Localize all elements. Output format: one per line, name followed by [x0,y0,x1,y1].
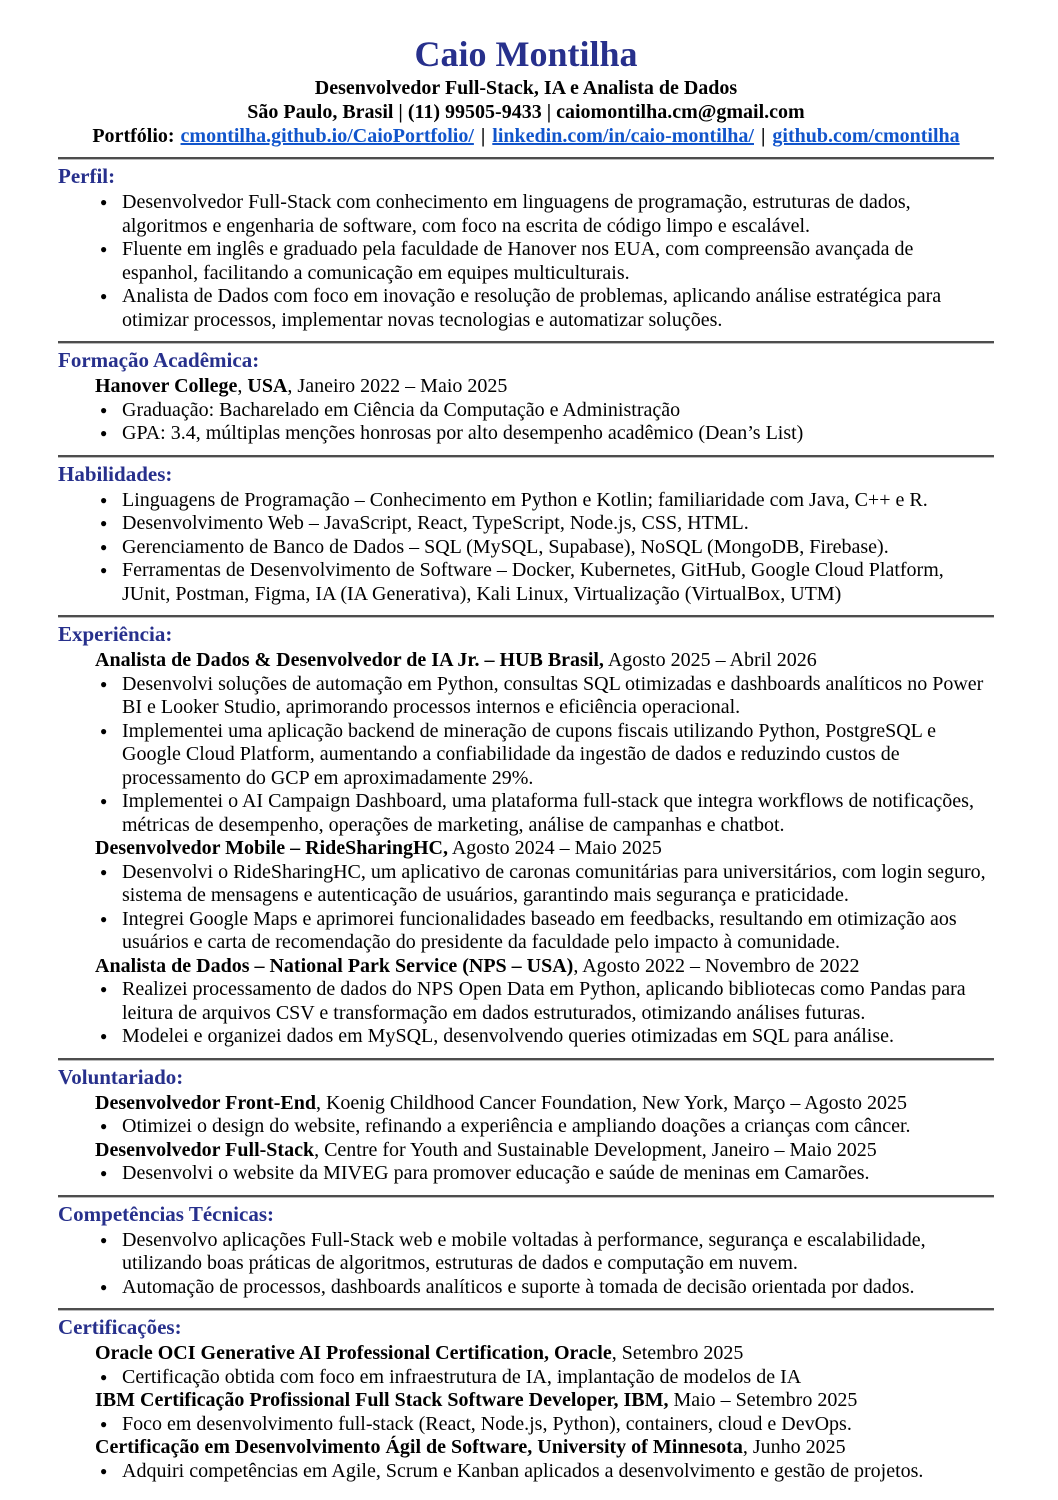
bullet-item [100,285,994,332]
bullet-item [100,1276,994,1300]
bullet-icon: ● [100,402,108,417]
section-heading: Competências Técnicas: [58,1201,274,1226]
bullet-icon: ● [100,563,108,577]
bullet-text: Desenvolvi o website da MIVEG para promover educação e saúde de meninas em Camarões. [122,1162,870,1184]
section-heading: Experiência: [58,622,173,646]
bullet-icon: ● [100,539,108,554]
bullet-item [100,861,994,908]
bullet-text: Gerenciamento de Banco de Dados – SQL (MySQL, Supabase), NoSQL (MongoDB, Firebase). [122,535,889,558]
bullet-item [100,1229,994,1276]
bullet-text: Otimizei o design do website, refinando a experiência e ampliando doações a crianças com câncer. [122,1115,911,1137]
role-line: Analista de Dados – National Park Service (NPS – USA), Agosto 2022 – Novembro de 2022 [95,954,860,977]
candidate-title: Desenvolvedor Full-Stack, IA e Analista de Dados [314,77,738,99]
bullet-icon: ● [100,492,108,507]
bullet-text: GPA: 3.4, múltiplas menções honrosas por alto desempenho acadêmico (Dean’s List) [122,422,804,444]
bullet-item [100,1115,994,1139]
bullet-text: Fluente em inglês e graduado pela faculdade de Hanover nos EUA, com compreensão avançada de espanhol, facilitando a comunicação em equipes multiculturais. [122,238,914,284]
bullet-text: Modelei e organizei dados em MySQL, desenvolvendo queries otimizadas em SQL para análise. [122,1025,895,1047]
portfolio-links [181,125,960,147]
bullet-text: Graduação: Bacharelado em Ciência da Computação e Administração [122,398,681,421]
bullet-text: Realizei processamento de dados do NPS Open Data em Python, aplicando bibliotecas como Pandas para leitura de arquivos CSV e transformação em dados estruturados, otimizando análises futuras. [122,978,966,1024]
bullet-item [100,790,994,837]
bullet-icon: ● [100,242,108,256]
section-divider [58,1308,994,1311]
bullet-item [100,238,994,285]
bullet-icon: ● [100,516,108,530]
bullet-item [100,422,994,446]
bullet-icon: ● [100,1416,108,1431]
link-separator: | [480,125,486,147]
bullet-text: Automação de processos, dashboards analíticos e suporte à tomada de decisão orientada por dados. [122,1275,915,1298]
bullet-icon: ● [100,982,108,996]
bullet-icon: ● [100,1029,108,1043]
bullet-text: Linguagens de Programação – Conhecimento em Python e Kotlin; familiaridade com Java, C++ e R. [122,488,928,511]
bullet-icon: ● [100,1166,108,1180]
section-voluntariado [58,1058,994,1186]
bullet-icon: ● [100,1369,108,1384]
section-experiencia [58,615,994,1049]
section-heading: Formação Acadêmica: [58,348,260,372]
role-line: Oracle OCI Generative AI Professional Certification, Oracle, Setembro 2025 [95,1342,744,1364]
section-habilidades [58,455,994,607]
bullet-item [100,536,994,560]
bullet-text: Certificação obtida com foco em infraestrutura de IA, implantação de modelos de IA [122,1365,802,1388]
bullet-text: Implementei o AI Campaign Dashboard, uma plataforma full-stack que integra workflows de notificações, métricas de desempenho, operações de marketing, análise de campanhas e chatbot. [122,790,974,836]
section-heading: Voluntariado: [58,1064,184,1089]
bullet-item [100,1025,994,1049]
bullet-item [100,399,994,423]
bullet-item [100,720,994,791]
section-formacao-academica [58,341,994,446]
portfolio-label: Portfólio: [92,125,175,147]
section-perfil [58,157,994,332]
bullet-text: Desenvolvi o RideSharingHC, um aplicativo de caronas comunitárias para universitários, com login seguro, sistema de mensagens e autenticação de usuários, garantindo mais segurança e praticidade. [122,860,986,906]
section-competencias-tecnicas [58,1195,994,1300]
link-separator: | [760,125,766,147]
role-line: Desenvolvedor Front-End, Koenig Childhood Cancer Foundation, New York, Março – Agosto 2025 [95,1091,908,1114]
portfolio-link-3[interactable]: github.com/cmontilha [772,125,960,147]
section-divider [58,455,994,458]
bullet-item [100,191,994,238]
bullet-text: Analista de Dados com foco em inovação e resolução de problemas, aplicando análise estratégica para otimizar processos, implementar novas tecnologias e automatizar soluções. [122,285,942,331]
bullet-item [100,559,994,606]
role-line: Certificação em Desenvolvimento Ágil de Software, University of Minnesota, Junho 2025 [95,1436,846,1458]
portfolio-line [58,124,994,148]
section-divider [58,341,994,344]
section-divider [58,615,994,618]
portfolio-link-1[interactable]: cmontilha.github.io/CaioPortfolio/ [180,125,474,147]
section-heading: Habilidades: [58,461,173,486]
bullet-icon: ● [100,1463,108,1478]
bullet-item [100,673,994,720]
section-divider [58,1058,994,1061]
role-line: IBM Certificação Profissional Full Stack Software Developer, IBM, Maio – Setembro 2025 [95,1389,858,1411]
section-certificacoes [58,1308,994,1483]
role-line: Analista de Dados & Desenvolvedor de IA Jr. – HUB Brasil, Agosto 2025 – Abril 2026 [95,649,817,671]
bullet-item [100,978,994,1025]
bullet-text: Desenvolvimento Web – JavaScript, React, TypeScript, Node.js, CSS, HTML. [122,512,749,534]
role-line: Desenvolvedor Full-Stack, Centre for Youth and Sustainable Development, Janeiro – Maio 2025 [95,1138,877,1161]
candidate-name: Caio Montilha [414,34,638,74]
bullet-item [100,1460,994,1484]
bullet-text: Foco em desenvolvimento full-stack (React, Node.js, Python), containers, cloud e DevOps. [122,1412,852,1435]
bullet-icon: ● [100,289,108,303]
bullet-item [100,1162,994,1186]
bullet-item [100,512,994,536]
bullet-text: Implementei uma aplicação backend de mineração de cupons fiscais utilizando Python, PostgreSQL e Google Cloud Platform, aumentando a confiabilidade da ingestão de dados e reduzindo custos de processamento do GCP em aproximadamente 29%. [122,719,937,789]
bullet-item [100,1366,994,1390]
section-heading: Perfil: [58,164,116,188]
section-heading: Certificações: [58,1315,182,1339]
bullet-icon: ● [100,723,108,738]
portfolio-link-2[interactable]: linkedin.com/in/caio-montilha/ [492,125,754,147]
bullet-icon: ● [100,794,108,808]
bullet-icon: ● [100,1279,108,1294]
bullet-text: Desenvolvo aplicações Full-Stack web e mobile voltadas à performance, segurança e escalabilidade, utilizando boas práticas de algoritmos, estruturas de dados e computação em nuvem. [122,1228,926,1274]
bullet-text: Ferramentas de Desenvolvimento de Software – Docker, Kubernetes, GitHub, Google Cloud Platform, JUnit, Postman, Figma, IA (IA Generativa), Kali Linux, Virtualização (VirtualBox, UTM) [122,559,944,605]
bullet-item [100,489,994,513]
bullet-icon: ● [100,1119,108,1133]
role-line: Desenvolvedor Mobile – RideSharingHC, Agosto 2024 – Maio 2025 [95,837,662,859]
bullet-text: Desenvolvi soluções de automação em Python, consultas SQL otimizadas e dashboards analíticos no Power BI e Looker Studio, aprimorando processos internos e eficiência operacional. [122,672,984,718]
contact-line: São Paulo, Brasil | (11) 99505-9433 | caiomontilha.cm@gmail.com [247,101,805,123]
bullet-text: Adquiri competências em Agile, Scrum e Kanban aplicados a desenvolvimento e gestão de projetos. [122,1459,924,1482]
resume-header [58,32,994,148]
bullet-icon: ● [100,864,108,879]
bullet-text: Integrei Google Maps e aprimorei funcionalidades baseado em feedbacks, resultando em otimização aos usuários e carta de recomendação do presidente da faculdade pelo impacto à comunidade. [122,907,957,953]
bullet-icon: ● [100,1232,108,1247]
section-divider [58,1195,994,1198]
bullet-icon: ● [100,426,108,440]
bullet-item [100,1413,994,1437]
resume-body [58,157,994,1483]
bullet-item [100,908,994,955]
bullet-icon: ● [100,911,108,926]
bullet-text: Desenvolvedor Full-Stack com conhecimento em linguagens de programação, estruturas de dados, algoritmos e engenharia de software, com foco na escrita de código limpo e escalável. [122,191,911,237]
section-divider [58,157,994,160]
bullet-icon: ● [100,195,108,209]
role-line: Hanover College, USA, Janeiro 2022 – Maio 2025 [95,375,508,397]
bullet-icon: ● [100,676,108,691]
